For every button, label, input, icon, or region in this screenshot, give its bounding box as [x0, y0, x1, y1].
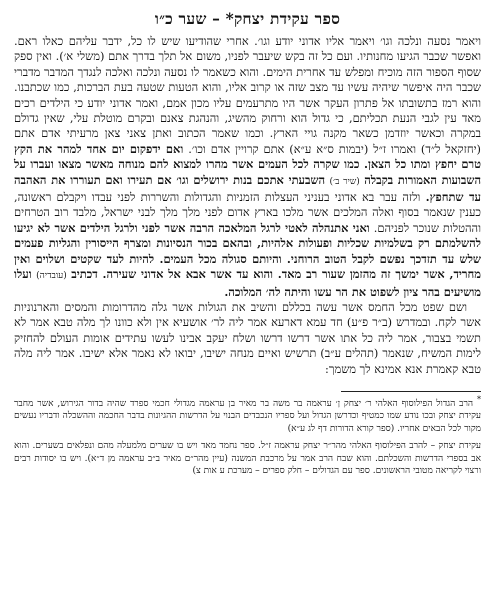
bold-passage: ועלו מושיעים בהר ציון לשפוט את הר עשו והיתה לה׳ המלוכה.	[14, 267, 481, 299]
bold-passage: השבעתי אתכם בנות ירושלים וגו׳ אם תעירו ואם תעוררו את האהבה עד שתחפץ.	[14, 172, 481, 205]
paragraph	[14, 300, 481, 377]
paragraph	[14, 34, 481, 300]
bold-passage: ואם ידפקום יום אחד למהר את הקץ טרם יחפץ ומתו כל הצאן. כמו שקרה לכל העמים אשר מהרו למצוא להם מנוחה מאשר מצאו ועברו על השבועות האמורות בקבלה	[14, 141, 482, 187]
footnote-text: עקידת יצחק – להרב הפילוסוף האלהי מהר״ר יצחק עראמה ז״ל. ספר נחמד מאד ויש בו שערים מלמעלה מהם ונפלאים בשערים. והוא אב בספרי הדרשות והשכלתם. והוא שבח הרב אמר על מרכבת המשנה (עיין מהר״ם מאיר ב״ב עראמה מן ד״א). ויש בו יסודות רבים ורצוי לקריאה מטובי הראשונים. ספר עם הגדולים – חלק ספרים – מערכת ע אות צ)	[14, 441, 481, 477]
text-run: ויאמר נסעה ונלכה וגו׳ ויאמר אליו אדוני יודע וגו׳. אחרי שהודיעו שיש לו כל, ידבר עליהם כאלו ראם. ואפשר שכבר הגיעו מחנותיו. ועם כל זה בקש שיעבר לפניו, משום אל תלך בדרך אתם (משלי א׳). ואין ספק שסוף הספור הזה מוכיח ומפלש עד אחרית הימים. והוא כשאמר לו נסעה ונלכה ואלכה לנגדך המדבר מדברי שכבר היה איפשר שיהיה עשיו עד מצב שזה או קרוב אליו, והוא הטעות שטעה בעת הברכות, כמו שכתבנו. והוא רמז בתשובתו אל פתרון העקר אשר היו מתרעמים עליו מכון אמם, ואמר אדוני יודע כי הילדים רכים מאד עין לגבי הנעת תכליתם, כי גדול הוא ורחוק מהשיג, והנהגת צאנם ובקרם מוטלת עלי, שאין גדולם במקרה וכאשר יוזדמן כשאר מקנה גויי הארץ. וכמו שאמר הכתוב ואתן צאני צאן מרעיתי אדם אתם (יחזקאל ל״ד) ואמרו ז״ל (יבמות ס״א ע״א) אתם קרויין אדם וכו׳.	[14, 34, 481, 156]
footnote	[14, 440, 481, 478]
main-text	[14, 34, 481, 377]
footnote-divider	[341, 391, 481, 392]
source-reference: (עובדיה)	[36, 271, 67, 282]
footnote-marker: *	[477, 394, 481, 404]
source-reference: (שיר ב׳)	[329, 176, 360, 187]
text-run: ולזה עבר בא אדוני בעניני העצלות הזמניות והגדולות והשררות לפני עבדו ויקבלם ראשונה, כענין שנאמר בסוף ואלה המלכים אשר מלכו בארץ אדום לפני מלך מלך לבני ישראל, מלבד רוב הטרחים וההטלות שנוכר לפניהם.	[14, 190, 481, 235]
page-header: ספר עקידת יצחק* – שער כ״ו	[154, 9, 341, 28]
footnote-text: הרב הגדול הפילוסוף האלהי ר׳ יצחק ן׳ עראמה בר משה בר מאיר בן עראמה מגדולי חכמי ספרד שהיה בדור הגירוש, אשר מחבר עקידת יצחק ובכו נודע שמו כמטיף וכדרשן הגדול ועל ספריו הנכבדים הבנוי על הדרשות ההגיונות בדבר החכמה וההשכלה ודבריו נעשים מקור לכל הבאים אחריו. (ספר קורא הדורות דף לג ע״א)	[14, 398, 481, 434]
footnote	[14, 394, 481, 436]
bold-passage: ואני אתנהלה לאטי לרגל המלאכה הרבה אשר לפני ולרגל הילדים אשר לא יגיעו להשלמתם רק בשלמיות שכליות ופעולות אלהיות, ובהאם בכור הנסיונות ומצרף הייסורין והגליות פעמים שלש עד תזדכך נפשם לקבל הטוב הרוחני. והיותם סגולה מכל העמים. להיות לעד שקטים ושלוים ואין מחריד, אשר ימשך זה מהזמן שעור רב מאד. והוא עד אשר אבא אל אדוני שעירה. דכתיב	[14, 220, 481, 282]
text-run: ושם שפט מכל החמס אשר עשה בכללם והשיב את הגולות אשר גלה מהדרומות והמסים והארנוניות אשר לקח. ובמדרש (ב״ר פ״ע) חד עמא דארעא אמר ליה לר׳ אושעיא אין ולא כוונו לך מלה טבא אמר לא תשמי בצבור, אמר ליה כל אתו אשר דרשו דרשו ושלח יעקב אבינו לעשו עתידים אומות העולם להחזיק לימות המשיח, שנאמר (תהלים ע״ב) תרשיש ואיים מנחה ישיבו, יבואו לא נאמר אלא ישיבו. אמר ליה מלה טבא קאמרת אנא אמינא לך משמך:	[14, 299, 481, 376]
